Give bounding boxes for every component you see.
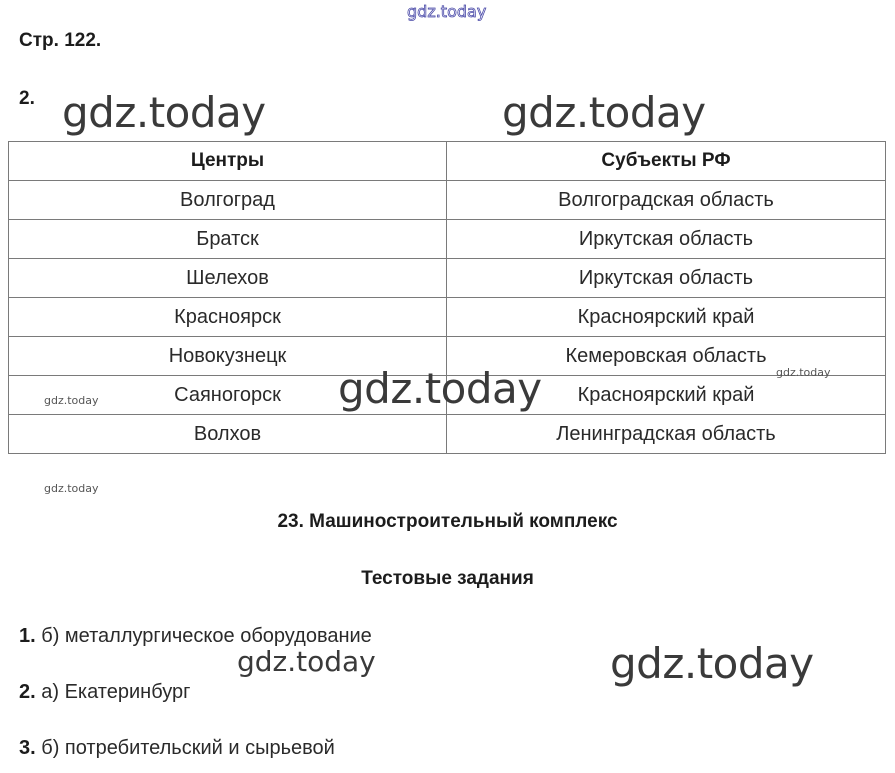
answer-text: б) металлургическое оборудование	[35, 625, 372, 647]
watermark-big-1: gdz.today	[62, 88, 266, 137]
table-cell-subject: Красноярский край	[447, 298, 886, 337]
answer-text: а) Екатеринбург	[35, 681, 191, 703]
answer-item	[19, 681, 190, 704]
table-row	[9, 259, 886, 298]
watermark-big-4: gdz.today	[610, 639, 814, 688]
table-cell-center: Красноярск	[9, 298, 447, 337]
answer-number: 1.	[19, 625, 36, 647]
answer-text: б) потребительский и сырьевой	[35, 737, 335, 759]
table-row	[9, 415, 886, 454]
table-cell-center: Волхов	[9, 415, 447, 454]
answer-item	[19, 737, 335, 760]
header-centers: Центры	[9, 142, 447, 181]
table-cell-center: Саяногорск	[9, 376, 447, 415]
answer-number: 3.	[19, 737, 36, 759]
watermark-big-3: gdz.today	[338, 364, 542, 413]
watermark-top: gdz.today	[407, 2, 487, 21]
table-row	[9, 220, 886, 259]
table-cell-center: Братск	[9, 220, 447, 259]
table-cell-center: Шелехов	[9, 259, 447, 298]
table-cell-subject: Иркутская область	[447, 220, 886, 259]
table-cell-center: Волгоград	[9, 181, 447, 220]
section-title: 23. Машиностроительный комплекс	[277, 511, 618, 532]
table-cell-center: Новокузнецк	[9, 337, 447, 376]
header-subjects: Субъекты РФ	[447, 142, 886, 181]
watermark-small-1: gdz.today	[44, 394, 99, 407]
table-row	[9, 181, 886, 220]
table-cell-subject: Иркутская область	[447, 259, 886, 298]
table-cell-subject: Красноярский край	[447, 376, 886, 415]
table-row	[9, 298, 886, 337]
section-subtitle: Тестовые задания	[361, 568, 534, 589]
watermark-small-2: gdz.today	[776, 366, 831, 379]
watermark-mid-1: gdz.today	[237, 645, 376, 678]
table-header-row	[9, 142, 886, 181]
table-cell-subject: Волгоградская область	[447, 181, 886, 220]
watermark-small-3: gdz.today	[44, 482, 99, 495]
watermark-big-2: gdz.today	[502, 88, 706, 137]
page-reference: Стр. 122.	[19, 30, 102, 51]
task-number: 2.	[19, 88, 35, 109]
answer-number: 2.	[19, 681, 36, 703]
table-cell-subject: Кемеровская область	[447, 337, 886, 376]
table-cell-subject: Ленинградская область	[447, 415, 886, 454]
